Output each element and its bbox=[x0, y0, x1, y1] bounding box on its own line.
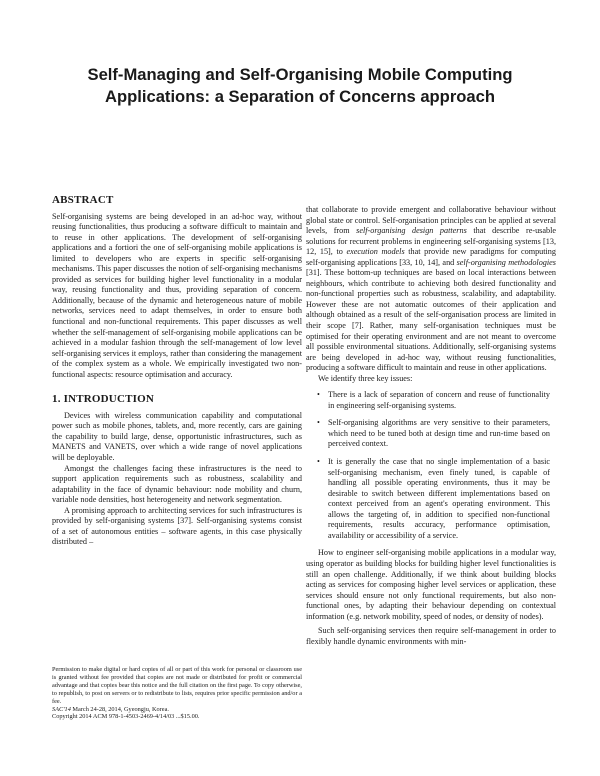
paper-title bbox=[40, 64, 560, 108]
conference-name: SAC'14 bbox=[52, 705, 71, 713]
right-paragraph-3: How to engineer self-organising mobile applications in a modular way, using operator as building blocks for building higher level functionalities is still an open challenge. Additionally, if we think about building blocks acting as services for composing higher level services or application, these services should ensure not only functional requirements, but also non-functional ones, by adapting their behaviour depending on contextual information (e.g. network mobility, speed of nodes, or density of nodes). bbox=[306, 548, 556, 621]
right-paragraph-4: Such self-organising services then require self-management in order to flexibly handle dynamic environments with min- bbox=[306, 626, 556, 646]
intro-paragraph-2: Amongst the challenges facing these infrastructures is the need to support application requirements such as robustness, scalability and adaptability in the face of dynamic behaviour: node mobility and churn, variable node densities, host heterogeneity and network segmentation. bbox=[52, 463, 302, 505]
list-item bbox=[306, 418, 556, 450]
intro-paragraph-3: A promising approach to architecting services for such infrastructures is provided by self-organising systems [37]. Self-organising systems consist of a set of autonomous entities – software agents, in this case physically distributed – bbox=[52, 505, 302, 547]
bullet-icon: • bbox=[317, 418, 320, 428]
bullet-icon: • bbox=[317, 457, 320, 467]
p1-text-g: [31]. These bottom-up techniques are based on local interactions between neighbours, which contribute to achieving both desired functionality and non-functional properties such as robustness, scalability, and adaptability. However these are not automatic outcomes of their application and although obtained as a result of the self-organisation process are limited in their scope [7]. Rather, many self-organisation techniques must be optimised for their operating environment and are not meant to overcome all possible environmental situations. Additionally, self-organising systems are being developed in ad-hoc way, without reusing functionalities, producing a software difficult to maintain and reuse in other applications. bbox=[306, 268, 556, 373]
p1-text-e: that provide new paradigms for computing self-organising applications [33, 10, 14], and bbox=[306, 247, 556, 267]
introduction-section bbox=[52, 394, 302, 548]
p1-text-a: that collaborate to provide emergent and collaborative behaviour without global state or control. Self-organisation principles can be applied at several levels, from bbox=[306, 205, 556, 236]
list-item-text: Self-organising algorithms are very sensitive to their parameters, which need to be tuned both at design time and run-time based on perceived context. bbox=[328, 418, 550, 449]
abstract-heading: ABSTRACT bbox=[52, 194, 114, 206]
left-column bbox=[52, 195, 302, 548]
design-patterns-term: self-organising design patterns bbox=[356, 226, 467, 236]
execution-models-term: execution models bbox=[346, 247, 405, 257]
title-line-1: Self-Managing and Self-Organising Mobile Computing bbox=[87, 65, 513, 84]
introduction-heading: 1. INTRODUCTION bbox=[52, 393, 155, 406]
bullet-icon: • bbox=[317, 390, 320, 400]
abstract-section bbox=[52, 195, 302, 380]
copyright-line: Copyright 2014 ACM 978-1-4503-2469-4/14/03 ...$15.00. bbox=[52, 713, 200, 721]
list-item bbox=[306, 390, 556, 411]
conference-line bbox=[52, 706, 302, 714]
p1-text-c: that describe re-usable solutions for recurrent problems in engineering self-organising systems [13, 12, 15], to bbox=[306, 226, 556, 257]
key-issues-intro: We identify three key issues: bbox=[318, 373, 413, 383]
list-item-text: There is a lack of separation of concern and reuse of functionality in engineering self-organising systems. bbox=[328, 390, 550, 410]
permission-footnote bbox=[52, 666, 302, 721]
right-column bbox=[306, 205, 556, 647]
intro-paragraph-1: Devices with wireless communication capability and computational power such as mobile phones, tablets, and, more recently, cars are gaining the capability to build large, dense, opportunistic infrastructures, such as MANETS and VANETS, over which a wide range of novel applications will be deployable. bbox=[52, 410, 302, 463]
title-line-2: Applications: a Separation of Concerns approach bbox=[104, 87, 496, 106]
conference-details: March 24-28, 2014, Gyeongju, Korea. bbox=[70, 705, 169, 713]
abstract-text: Self-organising systems are being developed in an ad-hoc way, without reusing functionalities, thus producing a software difficult to maintain and to reuse in other applications. The development of self-organising applications and a fortiori the one of self-organising mobile applications is limited to developers who are experts in specific self-organising mechanisms. This paper discusses the notion of self-organising mechanisms provided as services for building higher level functionality in a modular way, reusing functionality and thus, providing separation of concern. Additionally, because of the dynamic and heterogeneous nature of mobile networks, services need to adapt themselves, in order to ensure both functional and non-functional requirements. This paper discusses as well whether the self-management of self-organising mobile applications can be achieved in a modular fashion through the self-management of low level self-organising services it employs, rather than considering the management of the complex system as a whole. We empirically investigated two non-functional aspects: resource optimisation and accuracy. bbox=[52, 211, 302, 379]
list-item bbox=[306, 457, 556, 541]
permission-text: Permission to make digital or hard copies of all or part of this work for personal or classroom use is granted without fee provided that copies are not made or distributed for profit or commercial advantage and that copies bear this notice and the full citation on the first page. To copy otherwise, to republish, to post on servers or to redistribute to lists, requires prior specific permission and/or a fee. bbox=[52, 666, 302, 705]
methodologies-term: self-organising methodologies bbox=[456, 257, 556, 267]
list-item-text: It is generally the case that no single implementation of a basic self-organising mechanism, even finely tuned, is capable of handling all possible operating environments, thus it may be desirable to switch between different implementations based on context perceived from an agent's operating environment. This allows the targeting of, in addition to specified non-functional requirements, results accuracy, performance optimisation, availability or accessibility of a service. bbox=[328, 457, 550, 540]
key-issues-list bbox=[306, 390, 556, 541]
right-paragraph-1 bbox=[306, 205, 556, 374]
